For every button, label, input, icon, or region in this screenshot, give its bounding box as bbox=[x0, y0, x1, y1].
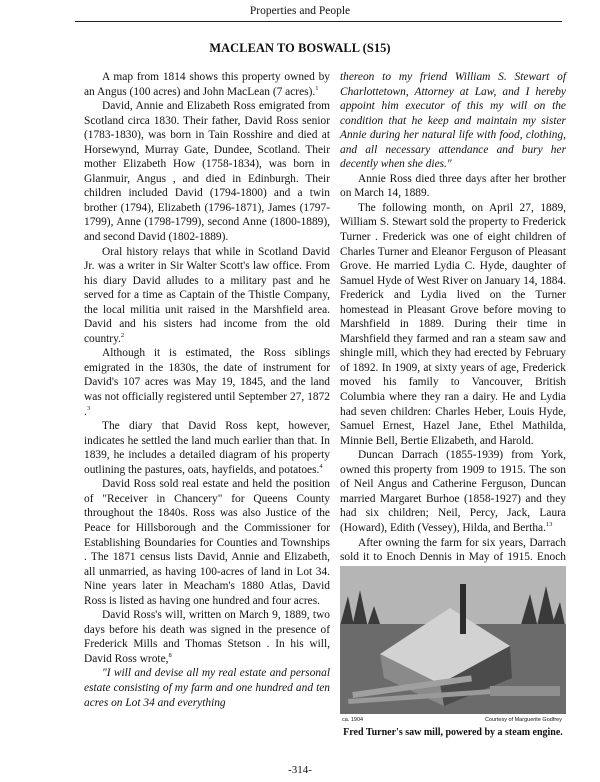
paragraph: Duncan Darrach (1855-1939) from York, owned this property from 1909 to 1915. The son of Neil Angus and Catherine Ferguson, Duncan married Margaret Burhoe (1858-1927) and they had six children; Neil, Percy, Jack, Laura (Howard), Edith (Vessey), Hilda, and Bertha.$^{13}$ bbox=[340, 449, 566, 534]
header-rule bbox=[75, 21, 562, 22]
page-number: -314- bbox=[288, 764, 312, 776]
running-header: Properties and People bbox=[249, 5, 351, 17]
paragraph: After owning the farm for six years, Darrach sold it to Enoch Dennis in May of 1915. Enoch bbox=[340, 536, 566, 564]
paragraph: The diary that David Ross kept, however, indicates he settled the land much earlier than that. In 1839, he includes a detailed diagram of his property outlining the pastures, oats, hayfields, and potatoes.$^4$ bbox=[84, 420, 330, 476]
paragraph: The following month, on April 27, 1889, William S. Stewart sold the property to Frederick Turner . Frederick was one of eight children of Charles Turner and Eleanor Ferguson of Pleasant Grove. He married Lydia C. Hyde, daughter of Samuel Hyde of West River on January 14, 1884. Frederick and Lydia lived on the Turner homestead in Pleasant Grove before moving to Marshfield in 1889. During their time in Marshfield they farmed and ran a steam saw and shingle mill, which they had erected by February of 1892. In 1909, at sixty years of age, Frederick moved his family to Vancouver, British Columbia where they ran a dairy. He and Lydia had seven children: Charles Heber, Louis Hyde, Samuel Ernest, Hazel Jane, Ethel Mathilda, Minnie Bell, Bertie Elizabeth, and Harold. bbox=[340, 201, 566, 447]
saw-mill-illustration bbox=[340, 566, 566, 714]
paragraph: Although it is estimated, the Ross siblings emigrated in the 1830s, the date of instrument for David's 107 acres was May 19, 1845, and the land was not officially registered until September 27, 1872 .$^3$ bbox=[84, 347, 330, 418]
paragraph: David, Annie and Elizabeth Ross emigrated from Scotland circa 1830. Their father, David Ross senior (1783-1830), was born in Tain Rosshire and died at Horsewynd, Murray Gate, Dundee, Scotland. Their mother Elizabeth How (1758-1834), was born in Glanmuir, Angus , and died in Edinburgh. Their children included David (1794-1800) and a twin brother (1794), Elizabeth (1796-1871), James (1797-1799), Anne (1798-1799), second Anne (1800-1889), and second David (1802-1889). bbox=[84, 100, 330, 244]
photo-caption: Fred Turner's saw mill, powered by a steam engine. bbox=[343, 727, 563, 738]
paragraph: David Ross's will, written on March 9, 1889, two days before his death was signed in the presence of Frederick Mills and Thomas Stetson . In his will, David Ross wrote,$^8$ bbox=[84, 609, 330, 665]
photo-credit: Courtesy of Marguerite Godfrey bbox=[484, 717, 562, 723]
photo-date: ca. 1904 bbox=[342, 717, 364, 723]
photo-credit-row bbox=[340, 717, 566, 727]
left-column bbox=[84, 70, 330, 710]
saw-mill-photo bbox=[340, 566, 566, 714]
will-quote-continued: thereon to my friend William S. Stewart of Charlottetown, Attorney at Law, and I hereby appoint him executor of this my will on the condition that he keep and maintain my sister Annie during her natural life with food, clothing, and all necessary attendance and bury her decently when she dies." bbox=[340, 71, 566, 171]
paragraph: Oral history relays that while in Scotland David Jr. was a writer in Sir Walter Scott's law office. From his diary David alludes to a military past and he served for a time as Captain of the Thistle Company, the local militia unit raised in the Marshfield area. David and his sisters had income from the old country.$^2$ bbox=[84, 245, 330, 345]
paragraph: David Ross sold real estate and held the position of "Receiver in Chancery" for Queens County throughout the 1840s. Ross was also Justice of the Peace for Hillsborough and the Commissioner for Establishing Boundaries for Counties and Townships . The 1871 census lists David, Annie and Elizabeth, all unmarried, as having 100-acres of land in Lot 34. Nine years later in Meacham's 1880 Atlas, David Ross is listed as having one hundred and four acres. bbox=[84, 478, 330, 607]
article-title: MACLEAN TO BOSWALL (S15) bbox=[209, 41, 391, 55]
paragraph: Annie Ross died three days after her brother on March 14, 1889. bbox=[340, 172, 566, 200]
paragraph: A map from 1814 shows this property owned by an Angus (100 acres) and John MacLean (7 acres).$^1$ bbox=[84, 71, 330, 98]
right-column bbox=[340, 70, 566, 594]
will-quote: "I will and devise all my real estate and personal estate consisting of my farm and one hundred and ten acres on Lot 34 and everything bbox=[84, 667, 330, 709]
